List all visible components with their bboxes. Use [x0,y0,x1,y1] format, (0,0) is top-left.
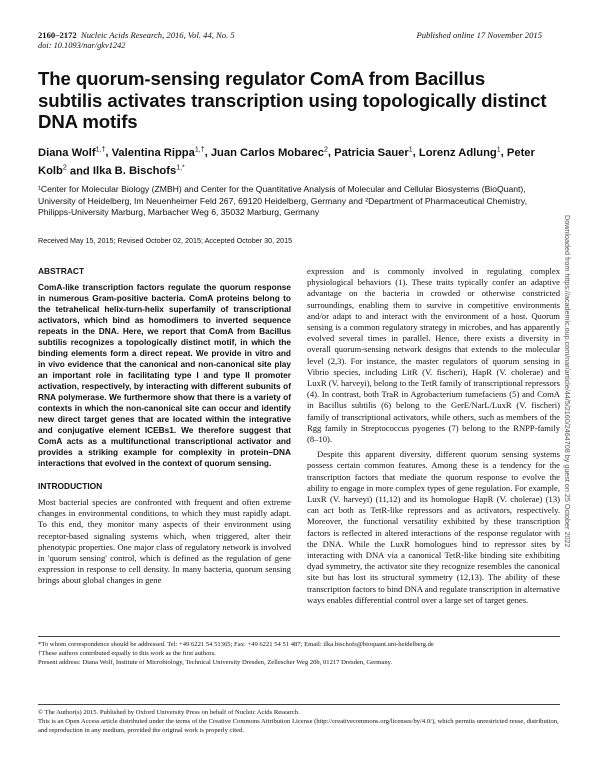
copyright-line: © The Author(s) 2015. Published by Oxford University Press on behalf of Nucleic Acids Research. [38,709,300,716]
author-list: Diana Wolf$^{1,\dagger}$, Valentina Rippa$^{1,\dagger}$, Juan Carlos Mobarec$^2$, Patricia Sauer$^1$, Lorenz Adlung$^1$, Peter Kolb$^2$ and Ilka B. Bischofs$^{1,*}$ [38,146,535,178]
left-column [38,266,291,587]
footnotes [38,636,560,667]
corresponding-author-note: *To whom correspondence should be addressed. Tel: +49 6221 54 51365; Fax: +49 6221 54 51 487; Email: ilka.bischofs@bioquant.uni-heidelberg.de [38,641,434,648]
author: Diana Wolf$^{1,\dagger}$ [38,146,106,159]
article-title: The quorum-sensing regulator ComA from Bacillus subtilis activates transcription using topologically distinct DNA motifs [38,68,547,132]
equal-contribution-note: †These authors contributed equally to this work as the first authors. [38,650,216,657]
journal-info [38,30,235,40]
doi[interactable]: doi: 10.1093/nar/gkv1242 [38,41,126,50]
author: Lorenz Adlung$^1$ [418,146,501,159]
journal-citation: Nucleic Acids Research, 2016, Vol. 44, No. 5 [80,30,235,40]
running-head [38,30,542,40]
submission-dates: Received May 15, 2015; Revised October 02, 2015; Accepted October 30, 2015 [38,236,293,245]
author: Ilka B. Bischofs$^{1,*}$ [92,164,185,178]
author: Peter Kolb$^2$ [38,146,535,178]
page-range: 2160–2172 [38,30,77,40]
abstract-heading: ABSTRACT [38,266,85,276]
intro-paragraph: Most bacterial species are confronted with frequent and often extreme changes in environmental conditions, to which they must rapidly adapt. To this end, they monitor many aspects of their environment using receptor-based signaling systems which, when triggered, alter their phenotypic properties. One major class of regulatory network is involved in 'quorum sensing' control, which is defined as the regulation of gene expression in response to cell density. In many bacteria, quorum sensing brings about global changes in gene [38,497,291,586]
author: Juan Carlos Mobarec$^2$ [210,146,328,159]
right-column [307,266,560,606]
present-address-note: Present address: Diana Wolf, Institute of Microbiology, Technical University Dresden, Zellescher Weg 20b, 01217 Dresden, Germany. [38,659,393,666]
license-text: This is an Open Access article distributed under the terms of the Creative Commons Attribution License (http://creativecommons.org/licenses/by/4.0/), which permits unrestricted reuse, distribution, and reproduction in any medium, provided the original work is properly cited. [38,718,559,734]
introduction-heading: INTRODUCTION [38,481,103,491]
license-block [38,704,560,735]
author: Valentina Rippa$^{1,\dagger}$ [111,146,205,159]
intro-paragraph: Despite this apparent diversity, different quorum sensing systems possess certain common features. Among these is a tendency for the transcription factors that mediate the quorum response to evolve the ability to engage in more complex types of gene regulation. For example, LuxR (V. harveyi) (11,12) and its homologue HapR (V. cholerae) (13) can act both as TetR-like repressors and as activators, respectively. Moreover, the functional versatility exhibited by these transcription factors is reflected in altered interactions of the response regulator with the DNA. While the LuxR homologues bind to repressor sites by interacting with DNA via a canonical TetR-like binding site exhibiting dyad symmetry, the activator site they recognize resembles the canonical site but has lost its structural symmetry (12,13). The ability of these transcription factors to bind DNA and regulate transcription in alternative ways enables differential control over a large set of target genes. [307,449,560,605]
download-watermark: Downloaded from https://academic.oup.com/nar/article/44/5/2160/2464708 by guest on 25 October 2022 [563,215,572,548]
intro-paragraph-continued: expression and is commonly involved in regulating complex physiological behaviors (1). These traits typically confer an adaptive advantage on the bacteria in crowded or otherwise constricted surroundings, enabling them to survive in competitive environments and/or adapt to and interact with the environment of a host. Quorum sensing is a common regulatory strategy in microbes, and has apparently evolved several times in parallel. Hence, there exists a diversity in overall quorum-sensing network designs that extends to the molecular level (2,3). For instance, the master regulators of quorum sensing in Vibrio species, including LitR (V. fischeri), HapR (V. cholerae) and LuxR (V. harveyi), belong to the TetR family of transcriptional repressors (4). In contrast, both TraR in Agrobacterium tumefaciens (5) and ComA in Bacillus subtilis (6) belong to the GerE/NarL/LuxR (V. fischeri) family of transcriptional activators, while others, such as members of the Rgg family in Streptococcus pyogenes (7) belong to the RNPP-family (8–10). [307,266,561,445]
published-date: Published online 17 November 2015 [416,30,542,40]
author: Patricia Sauer$^1$ [334,146,413,159]
abstract-text: ComA-like transcription factors regulate the quorum response in numerous Gram-positive bacteria. ComA proteins belong to the tetrahelical helix-turn-helix superfamily of transcriptional activators, which bind as homodimers to inverted sequence repeats in the DNA. Here, we report that ComA from Bacillus subtilis recognizes a topologically distinct motif, in which the binding elements form a direct repeat. We provide in vitro and in vivo evidence that the canonical and non-canonical site play an important role in facilitating type I and type II promoter activation, respectively, by interacting with different subunits of RNA polymerase. We furthermore show that there is a variety of contexts in which the non-canonical site can occur and identify new direct target genes that are located within the integrative and conjugative element ICEBs1. We therefore suggest that ComA acts as a multifunctional transcriptional activator and provides a striking example for complexity in protein–DNA interactions that evolved in the context of quorum sensing. [38,282,291,468]
affiliations: ¹Center for Molecular Biology (ZMBH) and Center for the Quantitative Analysis of Molecular and Cellular Biosystems (BioQuant), University of Heidelberg, Im Neuenheimer Feld 267, 69120 Heidelberg, Germany and ²Department of Pharmaceutical Chemistry, Philipps-University Marburg, Marbacher Weg 6, 35032 Marburg, Germany [38,184,527,218]
